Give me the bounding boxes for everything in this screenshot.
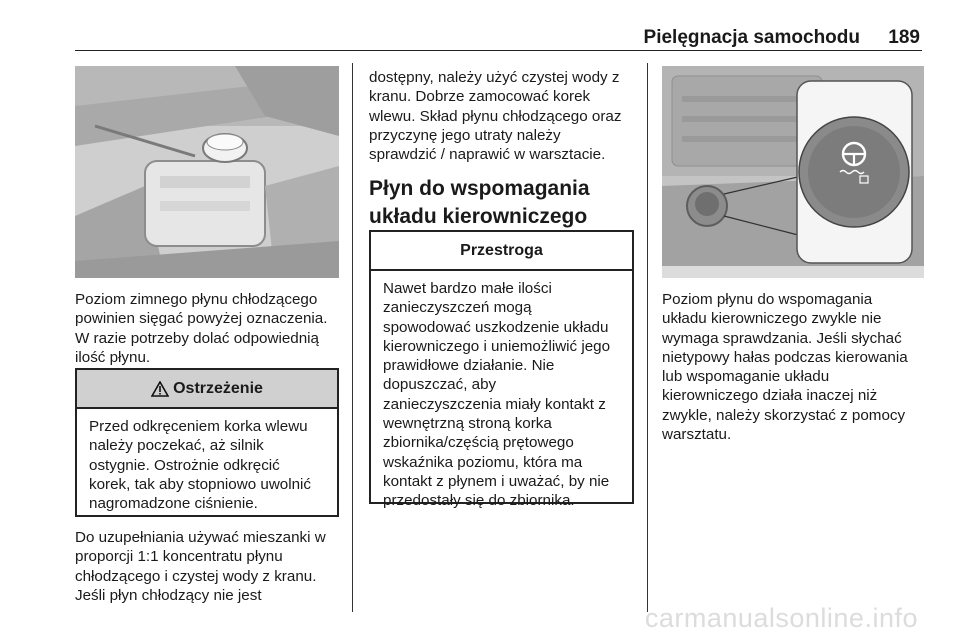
header-rule: [75, 50, 922, 51]
warning-box: [75, 368, 339, 517]
caution-box-header: [371, 232, 632, 271]
caution-box-text: Nawet bardzo małe ilości zanieczyszczeń mogą spowodować uszkodzenie układu kierowniczego i uniemożliwić jego prawidłowe działanie. Nie dopuszczać, aby zanieczyszczenia miały kontakt z wewnętrzną stroną korka zbiornika/częścią prętowego wskaźnika poziomu, która ma kontakt z płynem i uważać, by nie przedostały się do zbiornika.: [383, 280, 611, 510]
caution-box-title: Przestroga: [460, 241, 543, 259]
coolant-reservoir-photo: [75, 66, 339, 278]
warning-box-header: [77, 370, 337, 409]
warning-box-text: Przed odkręceniem korka wlewu należy poczekać, aż silnik ostygnie. Ostrożnie odkręcić korek, tak aby stopniowo uwolnić nagromadzone ciśnienie.: [89, 418, 312, 513]
page-header-title: Pielęgnacja samochodu: [643, 27, 860, 48]
coolant-continuation-paragraph: dostępny, należy użyć czystej wody z kranu. Dobrze zamocować korek wlewu. Skład płynu chłodzącego oraz przyczynę jego utraty należy sprawdzić / naprawić w warsztacie.: [369, 69, 622, 164]
coolant-level-paragraph: Poziom zimnego płynu chłodzącego powinien sięgać powyżej oznaczenia. W razie potrzeby dolać odpowiednią ilość płynu.: [75, 291, 328, 366]
column-divider-left: [352, 63, 353, 612]
column-divider-right: [647, 63, 648, 612]
caution-box: [369, 230, 634, 510]
watermark: carmanualsonline.info: [644, 603, 918, 633]
power-steering-paragraph: Poziom płynu do wspomagania układu kierowniczego zwykle nie wymaga sprawdzania. Jeśli słychać nietypowy hałas podczas kierowania lub wspomaganie układu kierowniczego działa inaczej niż zwykle, należy skorzystać z pomocy warsztatu.: [662, 291, 908, 444]
warning-triangle-icon: [151, 381, 169, 397]
section-heading-power-steering: Płyn do wspomagania układu kierowniczego: [369, 177, 590, 228]
power-steering-reservoir-photo: [662, 66, 924, 278]
page-number: 189: [888, 27, 920, 48]
warning-box-title: Ostrzeżenie: [173, 379, 263, 397]
coolant-mixture-paragraph: Do uzupełniania używać mieszanki w proporcji 1:1 koncentratu płynu chłodzącego i czystej wody z kranu. Jeśli płyn chłodzący nie jest: [75, 529, 326, 604]
